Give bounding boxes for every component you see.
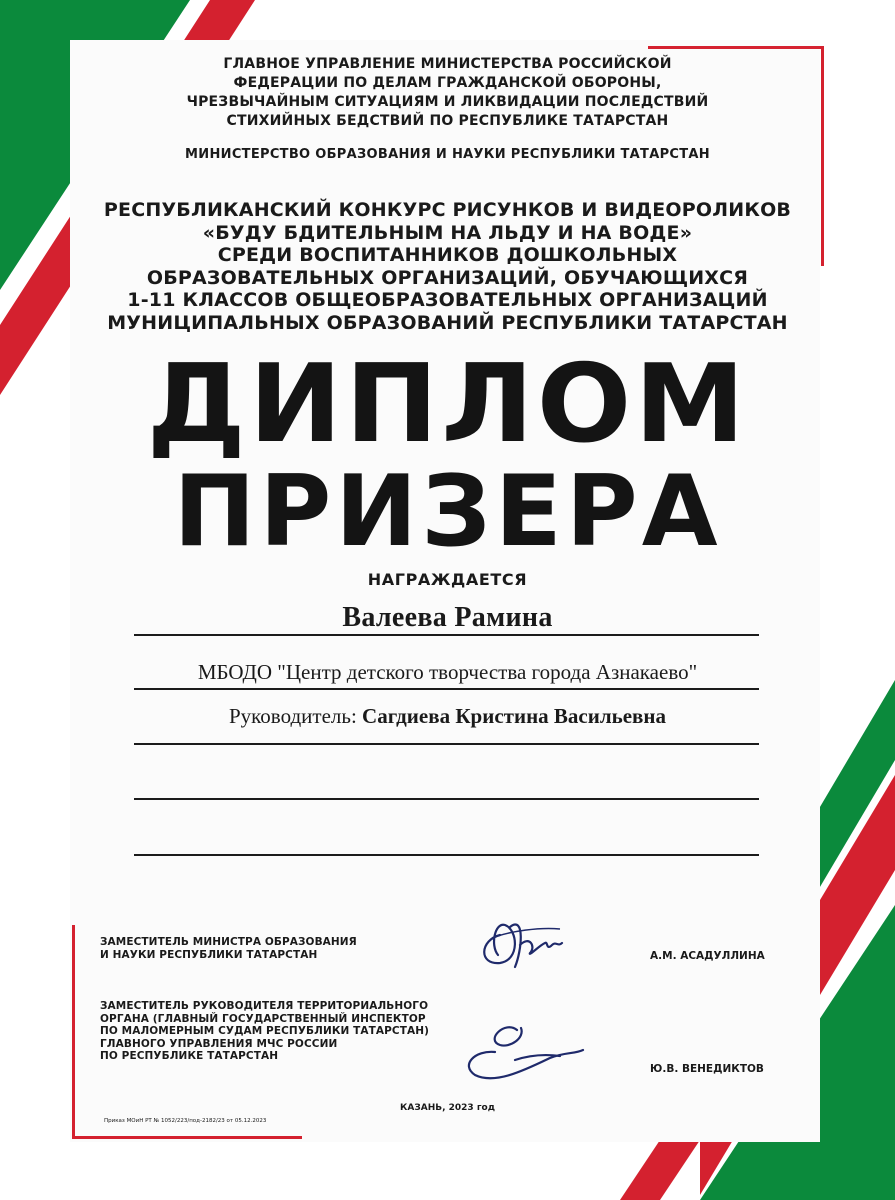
underline [134,743,759,745]
ministry-line: МИНИСТЕРСТВО ОБРАЗОВАНИЯ И НАУКИ РЕСПУБЛИКИ ТАТАРСТАН [185,147,710,162]
contest-line: «БУДУ БДИТЕЛЬНЫМ НА ЛЬДУ И НА ВОДЕ» [202,221,693,244]
diploma-subtitle: ПРИЗЕРА [173,455,722,569]
contest-line: 1-11 КЛАССОВ ОБЩЕОБРАЗОВАТЕЛЬНЫХ ОРГАНИЗАЦИЙ [127,289,768,311]
signatory-name: А.М. АСАДУЛЛИНА [650,950,765,962]
position-line: ЗАМЕСТИТЕЛЬ МИНИСТРА ОБРАЗОВАНИЯ [100,936,357,948]
signatory-position [100,1000,429,1063]
contest-line: СРЕДИ ВОСПИТАННИКОВ ДОШКОЛЬНЫХ [217,244,678,266]
position-line: ОРГАНА (ГЛАВНЫЙ ГОСУДАРСТВЕННЫЙ ИНСПЕКТОР [100,1012,426,1025]
signatory-name: Ю.В. ВЕНЕДИКТОВ [650,1063,764,1075]
issuer-line: ФЕДЕРАЦИИ ПО ДЕЛАМ ГРАЖДАНСКОЙ ОБОРОНЫ, [233,75,662,91]
contest-line: МУНИЦИПАЛЬНЫХ ОБРАЗОВАНИЙ РЕСПУБЛИКИ ТАТАРСТАН [107,311,788,334]
issuer-line: ЧРЕЗВЫЧАЙНЫМ СИТУАЦИЯМ И ЛИКВИДАЦИИ ПОСЛЕДСТВИЙ [186,94,709,110]
issuer-line: ГЛАВНОЕ УПРАВЛЕНИЕ МИНИСТЕРСТВА РОССИЙСКОЙ [223,56,672,72]
underline [134,634,759,636]
organization-name: МБОДО "Центр детского творчества города Азнакаево" [197,660,698,684]
order-reference: Приказ МОиН РТ № 1052/223/под-2182/23 от 05.12.2023 [104,1118,267,1124]
signature-icon [470,905,590,980]
underline [134,798,759,800]
awarded-label: НАГРАЖДАЕТСЯ [367,570,528,589]
contest-line: ОБРАЗОВАТЕЛЬНЫХ ОРГАНИЗАЦИЙ, ОБУЧАЮЩИХСЯ [146,266,749,289]
underline [134,688,759,690]
position-line: ПО РЕСПУБЛИКЕ ТАТАРСТАН [100,1050,279,1062]
issuer-header [0,55,895,131]
leader-line [0,704,895,729]
contest-title [0,199,895,334]
signature-icon [455,1010,595,1090]
position-line: ЗАМЕСТИТЕЛЬ РУКОВОДИТЕЛЯ ТЕРРИТОРИАЛЬНОГО [100,1000,429,1012]
contest-line: РЕСПУБЛИКАНСКИЙ КОНКУРС РИСУНКОВ И ВИДЕОРОЛИКОВ [103,199,792,221]
underline [134,854,759,856]
diploma-title: ДИПЛОМ [146,342,749,467]
issuer-line: СТИХИЙНЫХ БЕДСТВИЙ ПО РЕСПУБЛИКЕ ТАТАРСТАН [226,113,669,129]
recipient-name: Валеева Рамина [342,602,553,633]
leader-name: Сагдиева Кристина Васильевна [362,704,666,728]
position-line: ПО МАЛОМЕРНЫМ СУДАМ РЕСПУБЛИКИ ТАТАРСТАН) [100,1025,430,1037]
leader-label: Руководитель: [228,704,357,728]
position-line: ГЛАВНОГО УПРАВЛЕНИЯ МЧС РОССИИ [100,1037,338,1050]
signatory-position [100,936,357,961]
city-year: КАЗАНЬ, 2023 год [400,1103,495,1113]
position-line: И НАУКИ РЕСПУБЛИКИ ТАТАРСТАН [100,948,318,961]
